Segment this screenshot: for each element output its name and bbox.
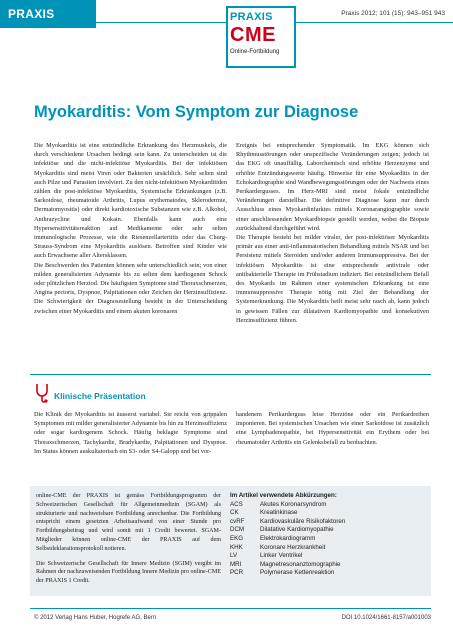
doi: DOI 10.1024/1661-8157/a001003 — [341, 615, 431, 621]
abbreviation-row — [230, 509, 425, 518]
abbreviation-row — [230, 561, 425, 570]
section-paragraph: handenem Perikarderguss leise Herztöne oder ein Perikardreiben imponieren. Bei systemischen Ursachen wie einer Sarkoidose ist zusätzlich eine Lymphadenopathie, bei Hypersensitivität ein Erythem oder bei rheumatoider Arthritis ein Gelenksbefall zu beobachten. — [236, 411, 429, 446]
abbreviation-row — [230, 526, 425, 535]
footer-rule — [30, 608, 431, 609]
journal-citation: Praxis 2012; 101 (15): 943–951 943 — [341, 10, 445, 17]
abbreviation-value: Magnetresonanztomographie — [260, 560, 341, 568]
cme-logo-cme: CME — [230, 24, 276, 46]
cme-logo-praxis: PRAXIS — [230, 11, 273, 23]
abbreviation-key: ACS — [230, 500, 243, 508]
intro-paragraph: Ereignis bei entsprechender Symptomatik. Im EKG können sich Rhythmusstörungen oder unspezifische Veränderungen zeigen; jedoch ist das EKG oft unauffällig. Laborchemisch sind erhöhte Herzenzyme und erhöhte Entzündungswerte häufig. Hinweise für eine Myokarditis in der Echokardiographie sind Wandbewegungsstörungen oder der Nachweis eines Perikardergusses. Im Herz-MRI sind meist fokale entzündliche Veränderungen darstellbar. Die definitive Diagnose kann nur durch Ausschluss eines Myokardinfarktes mittels Koronarangiographie sowie einer anschliessenden Myokardbiopsie gestellt werden, wobei die Biopsie zurückhaltend durchgeführt wird. — [236, 142, 429, 232]
abbreviation-row — [230, 544, 425, 553]
abbreviation-row — [230, 535, 425, 544]
abbreviation-value: Kreatinkinase — [260, 509, 298, 517]
cme-credits-paragraph: Die Schweizerische Gesellschaft für Innere Medizin (SGIM) vergibt im Rahmen der nachzuweisenden Fortbildung Innere Medizin pro online-CME der PRAXIS 1 Credit. — [36, 560, 221, 585]
cme-credits-paragraph: online-CME der PRAXIS ist gemäss Fortbildungsprogramm der Schweizerischen Gesellschaft für Allgemeinmedizin (SGAM) als strukturierte und nachweisbare Fortbildung anrechenbar. Die Fortbildung entspricht einem gesetzten Arbeitsaufwand von einer Stunde pro Fortbildungsbeitrag und wird somit mit 1 Credit bewertet. SGAM-Mitglieder können online-CME der PRAXIS auf dem Selbstdeklarationsprotokoll notieren. — [36, 493, 221, 552]
abbreviation-key: CK — [230, 509, 239, 517]
abbreviation-heading: Im Artikel verwendete Abkürzungen: — [230, 492, 337, 499]
abbreviation-value: Polymerase Kettenreaktion — [260, 569, 335, 577]
section-paragraph: Die Klinik der Myokarditis ist äusserst variabel. Sie reicht von grippalen Symptomen mit milder generalisierter Adynamie bis hin zu Herzinsuffizienz oder sogar kardiogenem Schock. Häufig beklagte Symptome sind Thoraxschmerzen, Tachykardie, Bradykardie, Palpitationen und Dyspnoe. Im Status können auskultatorisch ein S3- oder S4-Galopp und bei vor- — [34, 411, 227, 455]
abbreviation-key: cvRF — [230, 517, 245, 525]
abbreviation-key: DCM — [230, 526, 245, 534]
abbreviation-value: Linker Ventrikel — [260, 552, 303, 560]
abbreviation-value: Kardiovaskuläre Risikofaktoren — [260, 517, 346, 525]
abbreviation-key: KHK — [230, 543, 243, 551]
abbreviation-key: MRI — [230, 560, 242, 568]
intro-column-right — [236, 141, 429, 325]
cme-logo — [226, 6, 296, 68]
section-column-left — [34, 410, 227, 456]
cme-credits-text — [36, 492, 221, 592]
abbreviation-value: Elektrokardiogramm — [260, 534, 316, 542]
intro-column-left — [34, 141, 227, 316]
abbreviation-value: Dilatative Kardiomyopathie — [260, 526, 334, 534]
abbreviation-row — [230, 501, 425, 510]
cme-info-box — [30, 486, 431, 596]
intro-paragraph: Die Therapie besteht bei milder viraler, der post-infektiöser Myokarditis primär aus einer anti-inflammatorischen Behandlung mittels NSAR und bei Persistenz mittels Steroiden und/oder anderen Immunsuppressiva. Bei der infektiösen Myokarditis ist eine entsprechende antivirale oder antibakterielle Therapie im Frühstadium indiziert. Bei entzündlichem Befall des Myokards im Rahmen einer systemischen Erkrankung ist eine immunsuppressive Therapie nötig mit Ziel der Behandlung der Systemerkrankung. Die Myokarditis heilt meist sehr rasch ab, kann jedoch in gewissen Fällen zur dilatativen Kardiomyopathie und konsekutiven Herzinsuffizienz führen. — [236, 234, 429, 324]
abbreviation-key: LV — [230, 552, 238, 560]
abbreviation-row — [230, 569, 425, 578]
section-heading: Klinische Präsentation — [54, 391, 146, 401]
intro-paragraph: Die Beschwerden des Patienten können sehr unterschiedlich sein; von einer milden generalisierten Adynamie bis zu selten dem kardiogenen Schock oder plötzlichen Herztod. Die häufigsten Symptome sind Thoraxschmerzen, Angina pectoris, Dyspnoe, Palpitationen oder Zeichen der Herzinsuffizienz. Die Schwierigkeit der Diagnosestellung besteht in der Unterscheidung zwischen einer Myokarditis und einem akuten koronaren — [34, 261, 227, 315]
section-label: PRAXIS — [8, 7, 55, 21]
abbreviation-key: EKG — [230, 534, 244, 542]
abbreviation-value: Akutes Koronarsyndrom — [260, 500, 327, 508]
abbreviation-value: Koronare Herzkrankheit — [260, 543, 326, 551]
section-rule — [30, 374, 431, 375]
cme-logo-subtitle: Online-Fortbildung — [230, 49, 280, 55]
section-band — [0, 0, 96, 28]
intro-paragraph: Die Myokarditis ist eine entzündliche Erkrankung des Herzmuskels, die durch verschiedene Ursachen bedingt sein kann. Zu unterscheiden ist die infektiöse und die nicht-infektiöse Myokarditis. Bei der infektiösen Myokarditis sind meist Viren oder Bakterien ursächlich. Sehr selten sind auch Pilze und Parasiten involviert. Zu den nicht-infektiösen Myokarditiden zählen die post-infektiöse Myokarditis, Systemische Erkrankungen (z.B. Sarkoidose, rheumatoide Arthritis, Lupus erythematodes, Sklerodermie, Dermatomyositis) oder direkt kardiotoxische Substanzen wie z.B. Alkohol, Anthrazycline und Kokain. Ebenfalls kann auch eine Hypersensitivitätsreaktion auf Medikamente oder sehr selten immunologische Prozesse, wie die Riesenzellarteriitis oder das Churg-Strauss-Syndrom eine Myokarditis auslösen. Betroffen sind Kinder wie auch Erwachsene aller Altersklassen. — [34, 142, 227, 260]
abbreviation-row — [230, 518, 425, 527]
copyright: © 2012 Verlag Hans Huber, Hogrefe AG, Bern — [34, 615, 157, 621]
abbreviation-list — [230, 492, 425, 578]
section-column-right — [236, 410, 429, 447]
abbreviation-key: PCR — [230, 569, 244, 577]
article-title: Myokarditis: Vom Symptom zur Diagnose — [34, 103, 359, 121]
abbreviation-row — [230, 552, 425, 561]
stethoscope-icon — [34, 382, 50, 404]
